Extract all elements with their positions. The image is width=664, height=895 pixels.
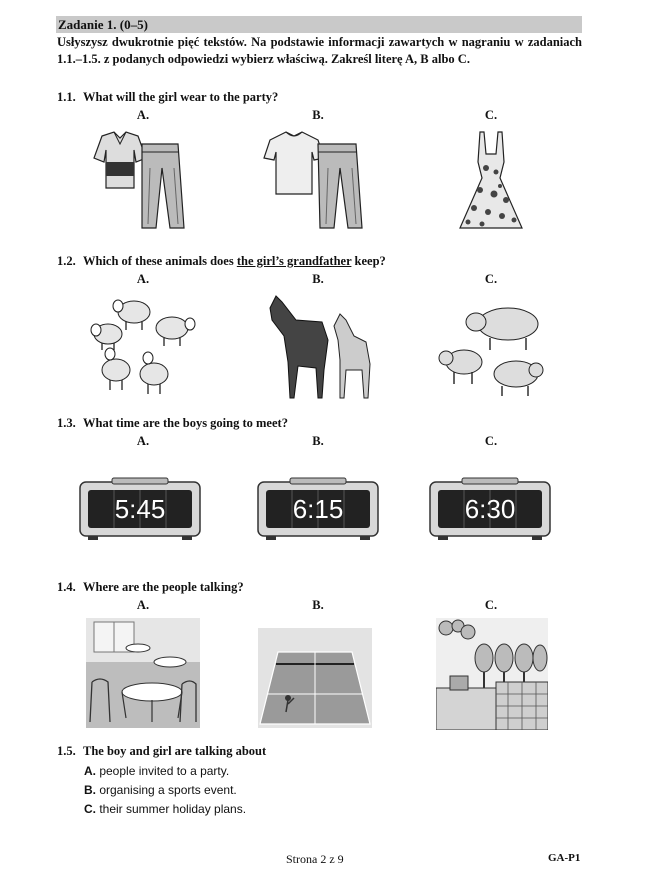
blouse-and-jeans-icon[interactable] [84,128,194,232]
task-header [56,16,582,33]
question-1-1 [57,90,278,105]
alarm-clock-icon[interactable] [78,476,202,542]
task-title: Zadanie 1. (0–5) [58,17,148,32]
sports-shop-icon[interactable] [436,618,548,730]
clock-time: 6:30 [464,494,516,524]
question-text: What time are the boys going to meet? [83,416,288,430]
answer-b[interactable] [84,783,237,797]
option-c-label[interactable]: C. [484,434,498,448]
page-number: Strona 2 z 9 [286,852,344,866]
question-text: Where are the people talking? [83,580,244,594]
option-a-label[interactable]: A. [136,598,150,612]
answer-letter: A. [84,764,96,778]
question-text-underlined: the girl’s grandfather [236,254,352,268]
answer-text: organising a sports event. [96,783,237,797]
floral-dress-icon[interactable] [456,128,526,232]
tshirt-and-jeans-icon[interactable] [262,128,372,232]
option-c-label[interactable]: C. [484,108,498,122]
sheep-icon[interactable] [88,290,198,402]
question-1-3 [57,416,288,431]
option-c-label[interactable]: C. [484,598,498,612]
question-text-part: Which of these animals does [83,254,237,268]
horses-icon[interactable] [262,290,374,402]
question-1-2 [57,254,386,269]
option-b-label[interactable]: B. [312,434,324,448]
question-number: 1.3. [57,416,76,430]
alarm-clock-icon[interactable] [428,476,552,542]
question-number: 1.2. [57,254,76,268]
question-text-part: keep? [351,254,386,268]
tennis-court-icon[interactable] [258,628,372,728]
question-text: What will the girl wear to the party? [83,90,279,104]
option-c-label[interactable]: C. [484,272,498,286]
clock-time: 6:15 [292,494,344,524]
answer-text: their summer holiday plans. [96,802,247,816]
option-b-label[interactable]: B. [312,108,324,122]
answer-c[interactable] [84,802,246,816]
answer-text: people invited to a party. [96,764,230,778]
clock-time: 5:45 [114,494,166,524]
option-a-label[interactable]: A. [136,108,150,122]
question-number: 1.1. [57,90,76,104]
option-a-label[interactable]: A. [136,272,150,286]
pigs-icon[interactable] [436,296,548,400]
exam-code: GA-P1 [548,852,581,864]
cafe-icon[interactable] [86,618,200,728]
question-number: 1.5. [57,744,76,758]
question-number: 1.4. [57,580,76,594]
answer-letter: C. [84,802,96,816]
question-1-4 [57,580,244,595]
option-b-label[interactable]: B. [312,598,324,612]
task-instruction: Usłyszysz dwukrotnie pięć tekstów. Na podstawie informacji zawartych w nagraniu w zadaniach 1.1.–1.5. z podanych odpowiedzi wybierz właściwą. Zakreśl literę A, B albo C. [57,35,582,66]
option-b-label[interactable]: B. [312,272,324,286]
question-text: The boy and girl are talking about [83,744,267,758]
answer-a[interactable] [84,764,229,778]
alarm-clock-icon[interactable] [256,476,380,542]
answer-letter: B. [84,783,96,797]
question-1-5 [57,744,266,759]
option-a-label[interactable]: A. [136,434,150,448]
